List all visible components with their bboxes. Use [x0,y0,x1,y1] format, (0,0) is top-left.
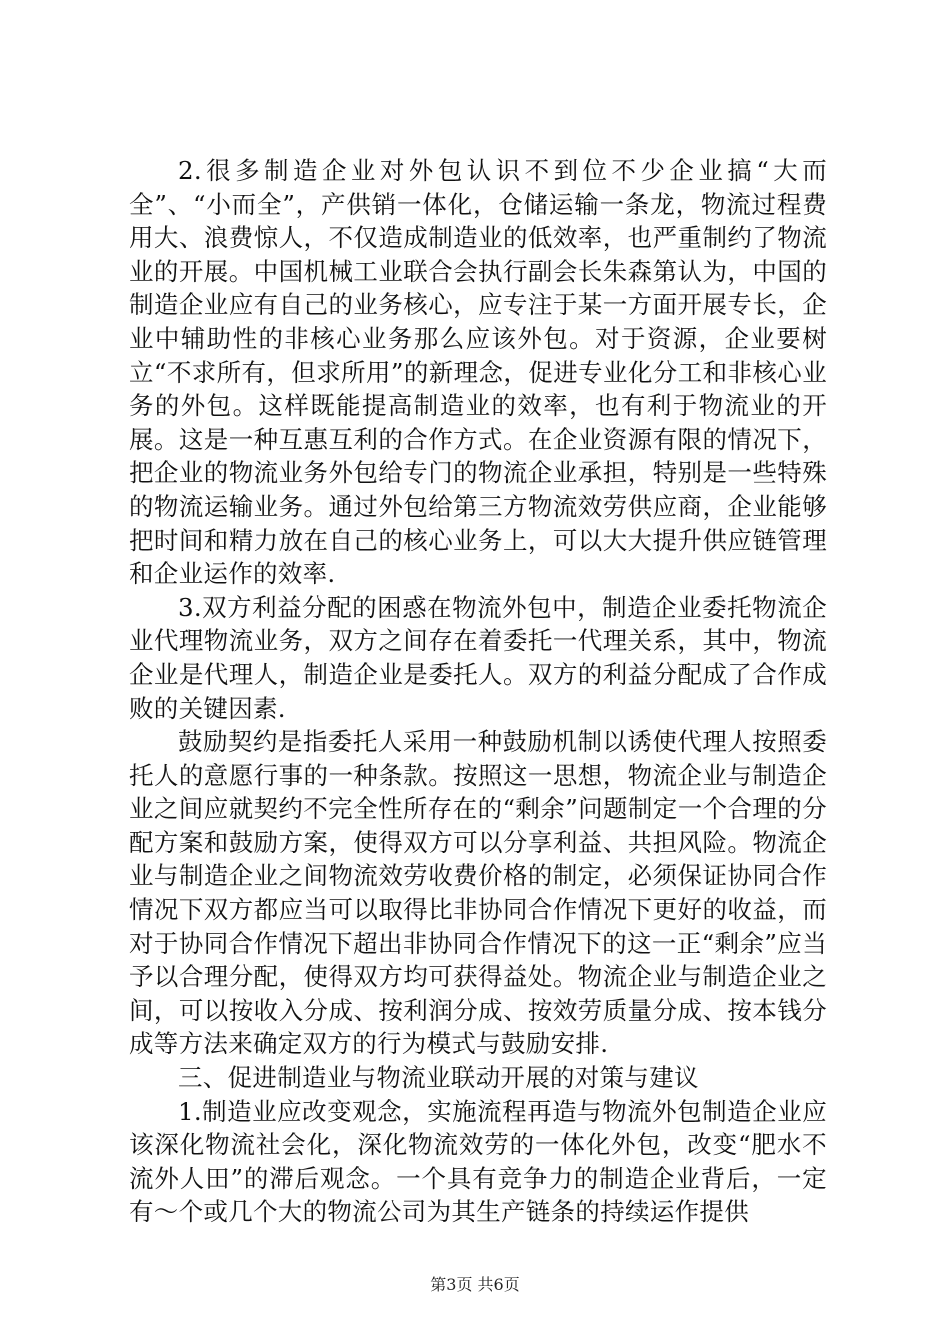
body-text [129,154,827,1229]
page-footer: 第3页 共6页 [430,1275,520,1294]
section-heading-countermeasures: 三、促进制造业与物流业联动开展的对策与建议 [178,1063,699,1093]
paragraph-outsourcing-awareness: 2.很多制造企业对外包认识不到位不少企业搞“大而全”、“小而全”，产供销一体化，仓储运输一条龙，物流过程费用大、浪费惊人，不仅造成制造业的低效率，也严重制约了物流业的开展。中国机械工业联合会执行副会长朱森第认为，中国的制造企业应有自己的业务核心，应专注于某一方面开展专长，企业中辅助性的非核心业务那么应该外包。对于资源，企业要树立“不求所有，但求所用”的新理念，促进专业化分工和非核心业务的外包。这样既能提高制造业的效率，也有利于物流业的开展。这是一种互惠互利的合作方式。在企业资源有限的情况下，把企业的物流业务外包给专门的物流企业承担，特别是一些特殊的物流运输业务。通过外包给第三方物流效劳供应商，企业能够把时间和精力放在自己的核心业务上，可以大大提升供应链管理和企业运作的效率. [129,156,827,589]
paragraph-benefit-distribution: 3.双方利益分配的困惑在物流外包中，制造企业委托物流企业代理物流业务，双方之间存在着委托一代理关系，其中，物流企业是代理人，制造企业是委托人。双方的利益分配成了合作成败的关键因素. [129,592,827,723]
paragraph-change-concept: 1.制造业应改变观念，实施流程再造与物流外包制造企业应该深化物流社会化，深化物流效劳的一体化外包，改变“肥水不流外人田”的滞后观念。一个具有竞争力的制造企业背后，一定有～个或几个大的物流公司为其生产链条的持续运作提供 [129,1096,827,1227]
paragraph-incentive-contract: 鼓励契约是指委托人采用一种鼓励机制以诱使代理人按照委托人的意愿行事的一种条款。按照这一思想，物流企业与制造企业之间应就契约不完全性所存在的“剩余”问题制定一个合理的分配方案和鼓励方案，使得双方可以分享利益、共担风险。物流企业与制造企业之间物流效劳收费价格的制定，必须保证协同合作情况下双方都应当可以取得比非协同合作情况下更好的收益，而对于协同合作情况下超出非协同合作情况下的这一正“剩余”应当予以合理分配，使得双方均可获得益处。物流企业与制造企业之间，可以按收入分成、按利润分成、按效劳质量分成、按本钱分成等方法来确定双方的行为模式与鼓励安排. [129,727,827,1059]
